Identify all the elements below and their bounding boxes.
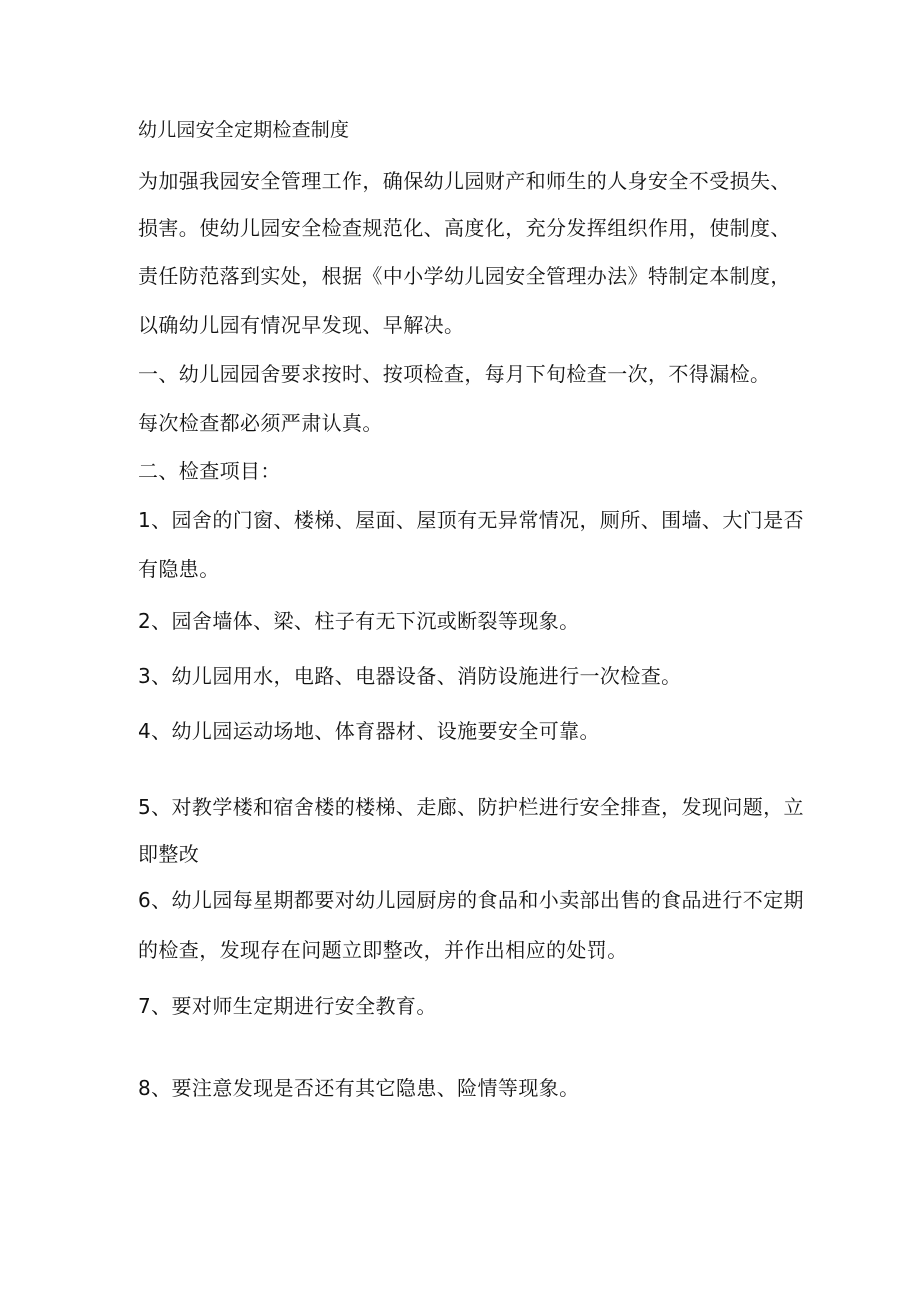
- item-7: 7、要对师生定期进行安全教育。: [138, 994, 437, 1018]
- item-5-line-1: 5、对教学楼和宿舍楼的楼梯、走廊、防护栏进行安全排查，发现问题，立: [138, 795, 804, 819]
- item-1-line-2: 有隐患。: [138, 557, 220, 581]
- item-5-line-2: 即整改: [138, 842, 200, 866]
- item-2: 2、园舍墙体、梁、柱子有无下沉或断裂等现象。: [138, 609, 580, 633]
- section-1-line-1: 一、幼儿园园舍要求按时、按项检查，每月下旬检查一次，不得漏检。: [138, 362, 771, 386]
- item-3: 3、幼儿园用水，电路、电器设备、消防设施进行一次检查。: [138, 664, 682, 688]
- document-title: 幼儿园安全定期检查制度: [138, 119, 350, 141]
- item-6-line-2: 的检查，发现存在问题立即整改，并作出相应的处罚。: [138, 938, 628, 962]
- item-1-line-1: 1、园舍的门窗、楼梯、屋面、屋顶有无异常情况，厕所、围墙、大门是否: [138, 508, 804, 532]
- item-8: 8、要注意发现是否还有其它隐患、险情等现象。: [138, 1076, 580, 1100]
- intro-line-1: 为加强我园安全管理工作，确保幼儿园财产和师生的人身安全不受损失、: [138, 169, 791, 193]
- section-1-line-2: 每次检查都必须严肃认真。: [138, 411, 383, 435]
- intro-line-4: 以确幼儿园有情况早发现、早解决。: [138, 313, 465, 337]
- intro-line-3: 责任防范落到实处，根据《中小学幼儿园安全管理办法》特制定本制度，: [138, 264, 791, 288]
- intro-line-2: 损害。使幼儿园安全检查规范化、高度化，充分发挥组织作用，使制度、: [138, 216, 791, 240]
- item-4: 4、幼儿园运动场地、体育器材、设施要安全可靠。: [138, 719, 600, 743]
- item-6-line-1: 6、幼儿园每星期都要对幼儿园厨房的食品和小卖部出售的食品进行不定期: [138, 888, 804, 912]
- section-2-heading: 二、检查项目：: [138, 459, 281, 483]
